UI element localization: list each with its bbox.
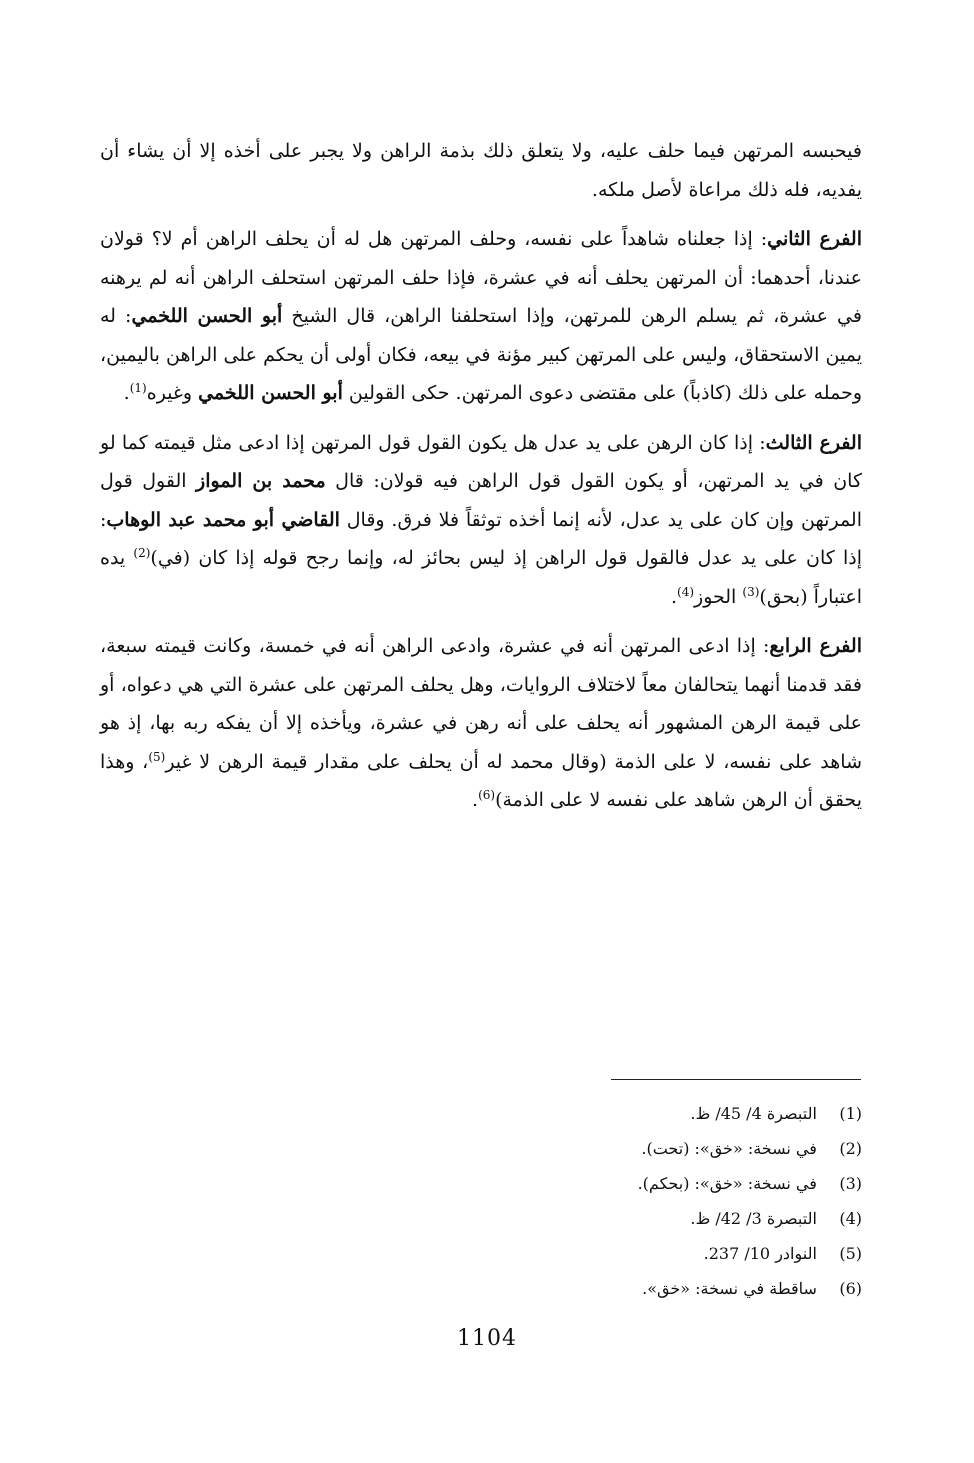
text-run: وغيره bbox=[146, 382, 199, 404]
footnote-number: (6) bbox=[839, 1279, 862, 1298]
paragraph bbox=[100, 132, 862, 209]
text-run: القول قول المرتهن وإن كان على يد عدل، لأنه إنما أخذه توثقاً فلا فرق. وقال bbox=[100, 470, 862, 531]
bold-text: الفرع الثالث bbox=[765, 431, 862, 454]
text-run: . bbox=[670, 585, 677, 608]
bold-text: الفرع الثاني bbox=[767, 228, 862, 250]
footnote-ref: (5) bbox=[148, 749, 166, 764]
bold-text: القاضي أبو محمد عبد الوهاب bbox=[106, 508, 340, 531]
text-run: : إذا جعلناه شاهداً على نفسه، وحلف المرتهن هل له أن يحلف الراهن أم لا؟ قولان عندنا، أحدهما: أن المرتهن يحلف أنه في عشرة، فإذا حلف المرتهن استحلف الراهن أنه لم يرهنه في عشرة، ثم يسلم الرهن للمرتهن، وإذا استحلفنا الراهن، قال الشيخ bbox=[100, 228, 862, 327]
paragraph bbox=[100, 424, 862, 617]
footnote-text: في نسخة: «خق»: (تحت). bbox=[641, 1139, 817, 1158]
text-run: : إذا كان على يد عدل فالقول قول الراهن إذ ليس بحائز له، وإنما رجح قوله إذا كان (في) bbox=[100, 508, 862, 569]
text-run: فيحبسه المرتهن فيما حلف عليه، ولا يتعلق ذلك بذمة الراهن ولا يجبر على أخذه إلا أن يشاء أن يفديه، فله ذلك مراعاة لأصل ملكه. bbox=[100, 140, 862, 201]
footnote-number: (5) bbox=[839, 1244, 862, 1263]
text-run: يده اعتباراً (بحق) bbox=[100, 547, 862, 608]
paragraph bbox=[100, 627, 862, 820]
footnote-ref: (2) bbox=[133, 546, 151, 560]
footnotes bbox=[560, 1096, 862, 1306]
footnote-text: التبصرة 4/ 45/ ظ. bbox=[690, 1104, 817, 1123]
footnote-ref: (4) bbox=[677, 584, 695, 599]
bold-text: أبو الحسن اللخمي bbox=[198, 382, 343, 404]
footnote bbox=[560, 1166, 862, 1201]
bold-text: محمد بن المواز bbox=[196, 470, 326, 492]
paragraph bbox=[100, 220, 862, 413]
text-run: : إذا كان الرهن على يد عدل هل يكون القول قول المرتهن إذا ادعى مثل قيمته كما لو كان في يد المرتهن، أو يكون القول قول الراهن فيه قولان: قال bbox=[100, 431, 862, 492]
footnote-text: في نسخة: «خق»: (بحكم). bbox=[637, 1174, 817, 1193]
text-run: ، وهذا يحقق أن الرهن شاهد على نفسه لا على الذمة) bbox=[100, 750, 862, 811]
footnote bbox=[560, 1201, 862, 1236]
footnote-number: (4) bbox=[839, 1209, 862, 1228]
footnote-separator bbox=[611, 1079, 861, 1080]
bold-text: الفرع الرابع bbox=[769, 635, 862, 657]
footnote-number: (2) bbox=[839, 1139, 862, 1158]
footnote-ref: (1) bbox=[129, 381, 147, 395]
footnote-ref: (3) bbox=[742, 584, 760, 599]
footnote-text: النوادر 10/ 237. bbox=[703, 1244, 817, 1263]
text-run: الحوز bbox=[694, 585, 743, 608]
text-run: . bbox=[472, 789, 479, 811]
footnote-number: (1) bbox=[839, 1104, 862, 1123]
bold-text: أبو الحسن اللخمي bbox=[131, 305, 283, 327]
text-run: : له يمين الاستحقاق، وليس على المرتهن كبير مؤنة في بيعه، فكان أولى أن يحكم على الراهن باليمين، وحمله على ذلك (كاذباً) على مقتضى دعوى المرتهن. حكى القولين bbox=[100, 305, 862, 404]
text-run: : إذا ادعى المرتهن أنه في عشرة، وادعى الراهن أنه في خمسة، وكانت قيمته سبعة، فقد قدمنا أنهما يتحالفان معاً لاختلاف الروايات، وهل يحلف المرتهن على عشرة التي هي دعواه، أو على قيمة الرهن المشهور أنه يحلف على أنه رهن في عشرة، ويأخذه إلا أن يفكه ربه بها، إذ هو شاهد على نفسه، لا على الذمة (وقال محمد له أن يحلف على مقدار قيمة الرهن لا غير bbox=[100, 635, 862, 773]
page-number: 1104 bbox=[457, 1326, 517, 1351]
footnote bbox=[560, 1271, 862, 1306]
footnote bbox=[560, 1096, 862, 1131]
footnote-text: ساقطة في نسخة: «خق». bbox=[642, 1279, 817, 1298]
footnote bbox=[560, 1236, 862, 1271]
footnote-text: التبصرة 3/ 42/ ظ. bbox=[690, 1209, 817, 1228]
footnote-ref: (6) bbox=[478, 788, 496, 802]
footnote bbox=[560, 1131, 862, 1166]
text-run: . bbox=[123, 382, 130, 404]
footnote-number: (3) bbox=[839, 1174, 862, 1193]
main-text bbox=[100, 132, 862, 831]
